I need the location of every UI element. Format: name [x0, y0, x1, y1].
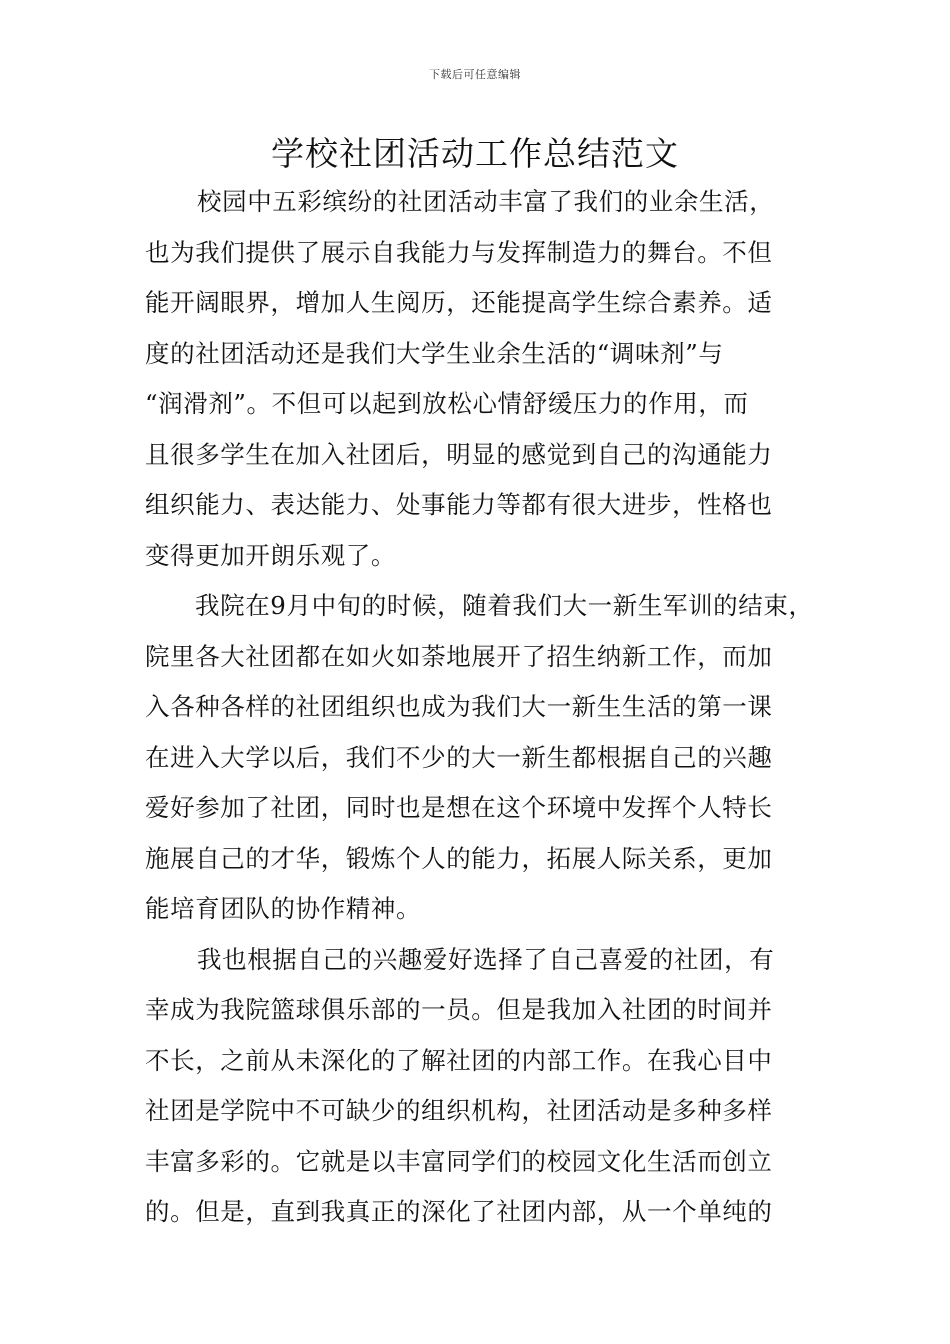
paragraph-line: 组织能力、表达能力、处事能力等都有很大进步，性格也	[145, 490, 773, 519]
paragraph-line: 我也根据自己的兴趣爱好选择了自己喜爱的社团，有	[197, 944, 775, 974]
paragraph-line: 度的社团活动还是我们大学生业余生活的“调味剂”与	[145, 338, 724, 368]
paragraph-line: 变得更加开朗乐观了。	[145, 540, 396, 570]
paragraph-line: 施展自己的才华，锻炼个人的能力，拓展人际关系，更加	[145, 843, 773, 873]
paragraph-line: 的。但是，直到我真正的深化了社团内部，从一个单纯的	[145, 1197, 773, 1226]
paragraph-line: 我院在9月中旬的时候，随着我们大一新生军训的结束，	[195, 591, 814, 620]
document-body	[145, 177, 835, 1238]
paragraph-line: 不长，之前从未深化的了解社团的内部工作。在我心目中	[145, 1045, 773, 1075]
paragraph-line: 能培育团队的协作精神。	[145, 894, 422, 923]
paragraph-line: 丰富多彩的。它就是以丰富同学们的校园文化生活而创立	[145, 1146, 773, 1176]
header-note: 下载后可任意编辑	[429, 68, 521, 81]
paragraph-line: 能开阔眼界，增加人生阅历，还能提高学生综合素养。适	[145, 288, 773, 317]
paragraph-line: 爱好参加了社团，同时也是想在这个环境中发挥个人特长	[145, 793, 773, 822]
paragraph-line: 入各种各样的社团组织也成为我们大一新生生活的第一课	[145, 692, 773, 721]
document-title: 学校社团活动工作总结范文	[271, 134, 679, 173]
paragraph-line: “润滑剂”。不但可以起到放松心情舒缓压力的作用，而	[145, 389, 749, 418]
paragraph-line: 且很多学生在加入社团后，明显的感觉到自己的沟通能力	[145, 439, 773, 469]
paragraph-line: 在进入大学以后，我们不少的大一新生都根据自己的兴趣	[145, 742, 773, 772]
paragraph-line: 院里各大社团都在如火如荼地展开了招生纳新工作，而加	[145, 641, 773, 671]
paragraph-line: 也为我们提供了展示自我能力与发挥制造力的舞台。不但	[145, 237, 773, 267]
paragraph-line: 社团是学院中不可缺少的组织机构，社团活动是多种多样	[145, 1096, 773, 1125]
paragraph-line: 幸成为我院篮球俱乐部的一员。但是我加入社团的时间并	[145, 995, 773, 1024]
paragraph-line: 校园中五彩缤纷的社团活动丰富了我们的业余生活，	[197, 187, 775, 216]
